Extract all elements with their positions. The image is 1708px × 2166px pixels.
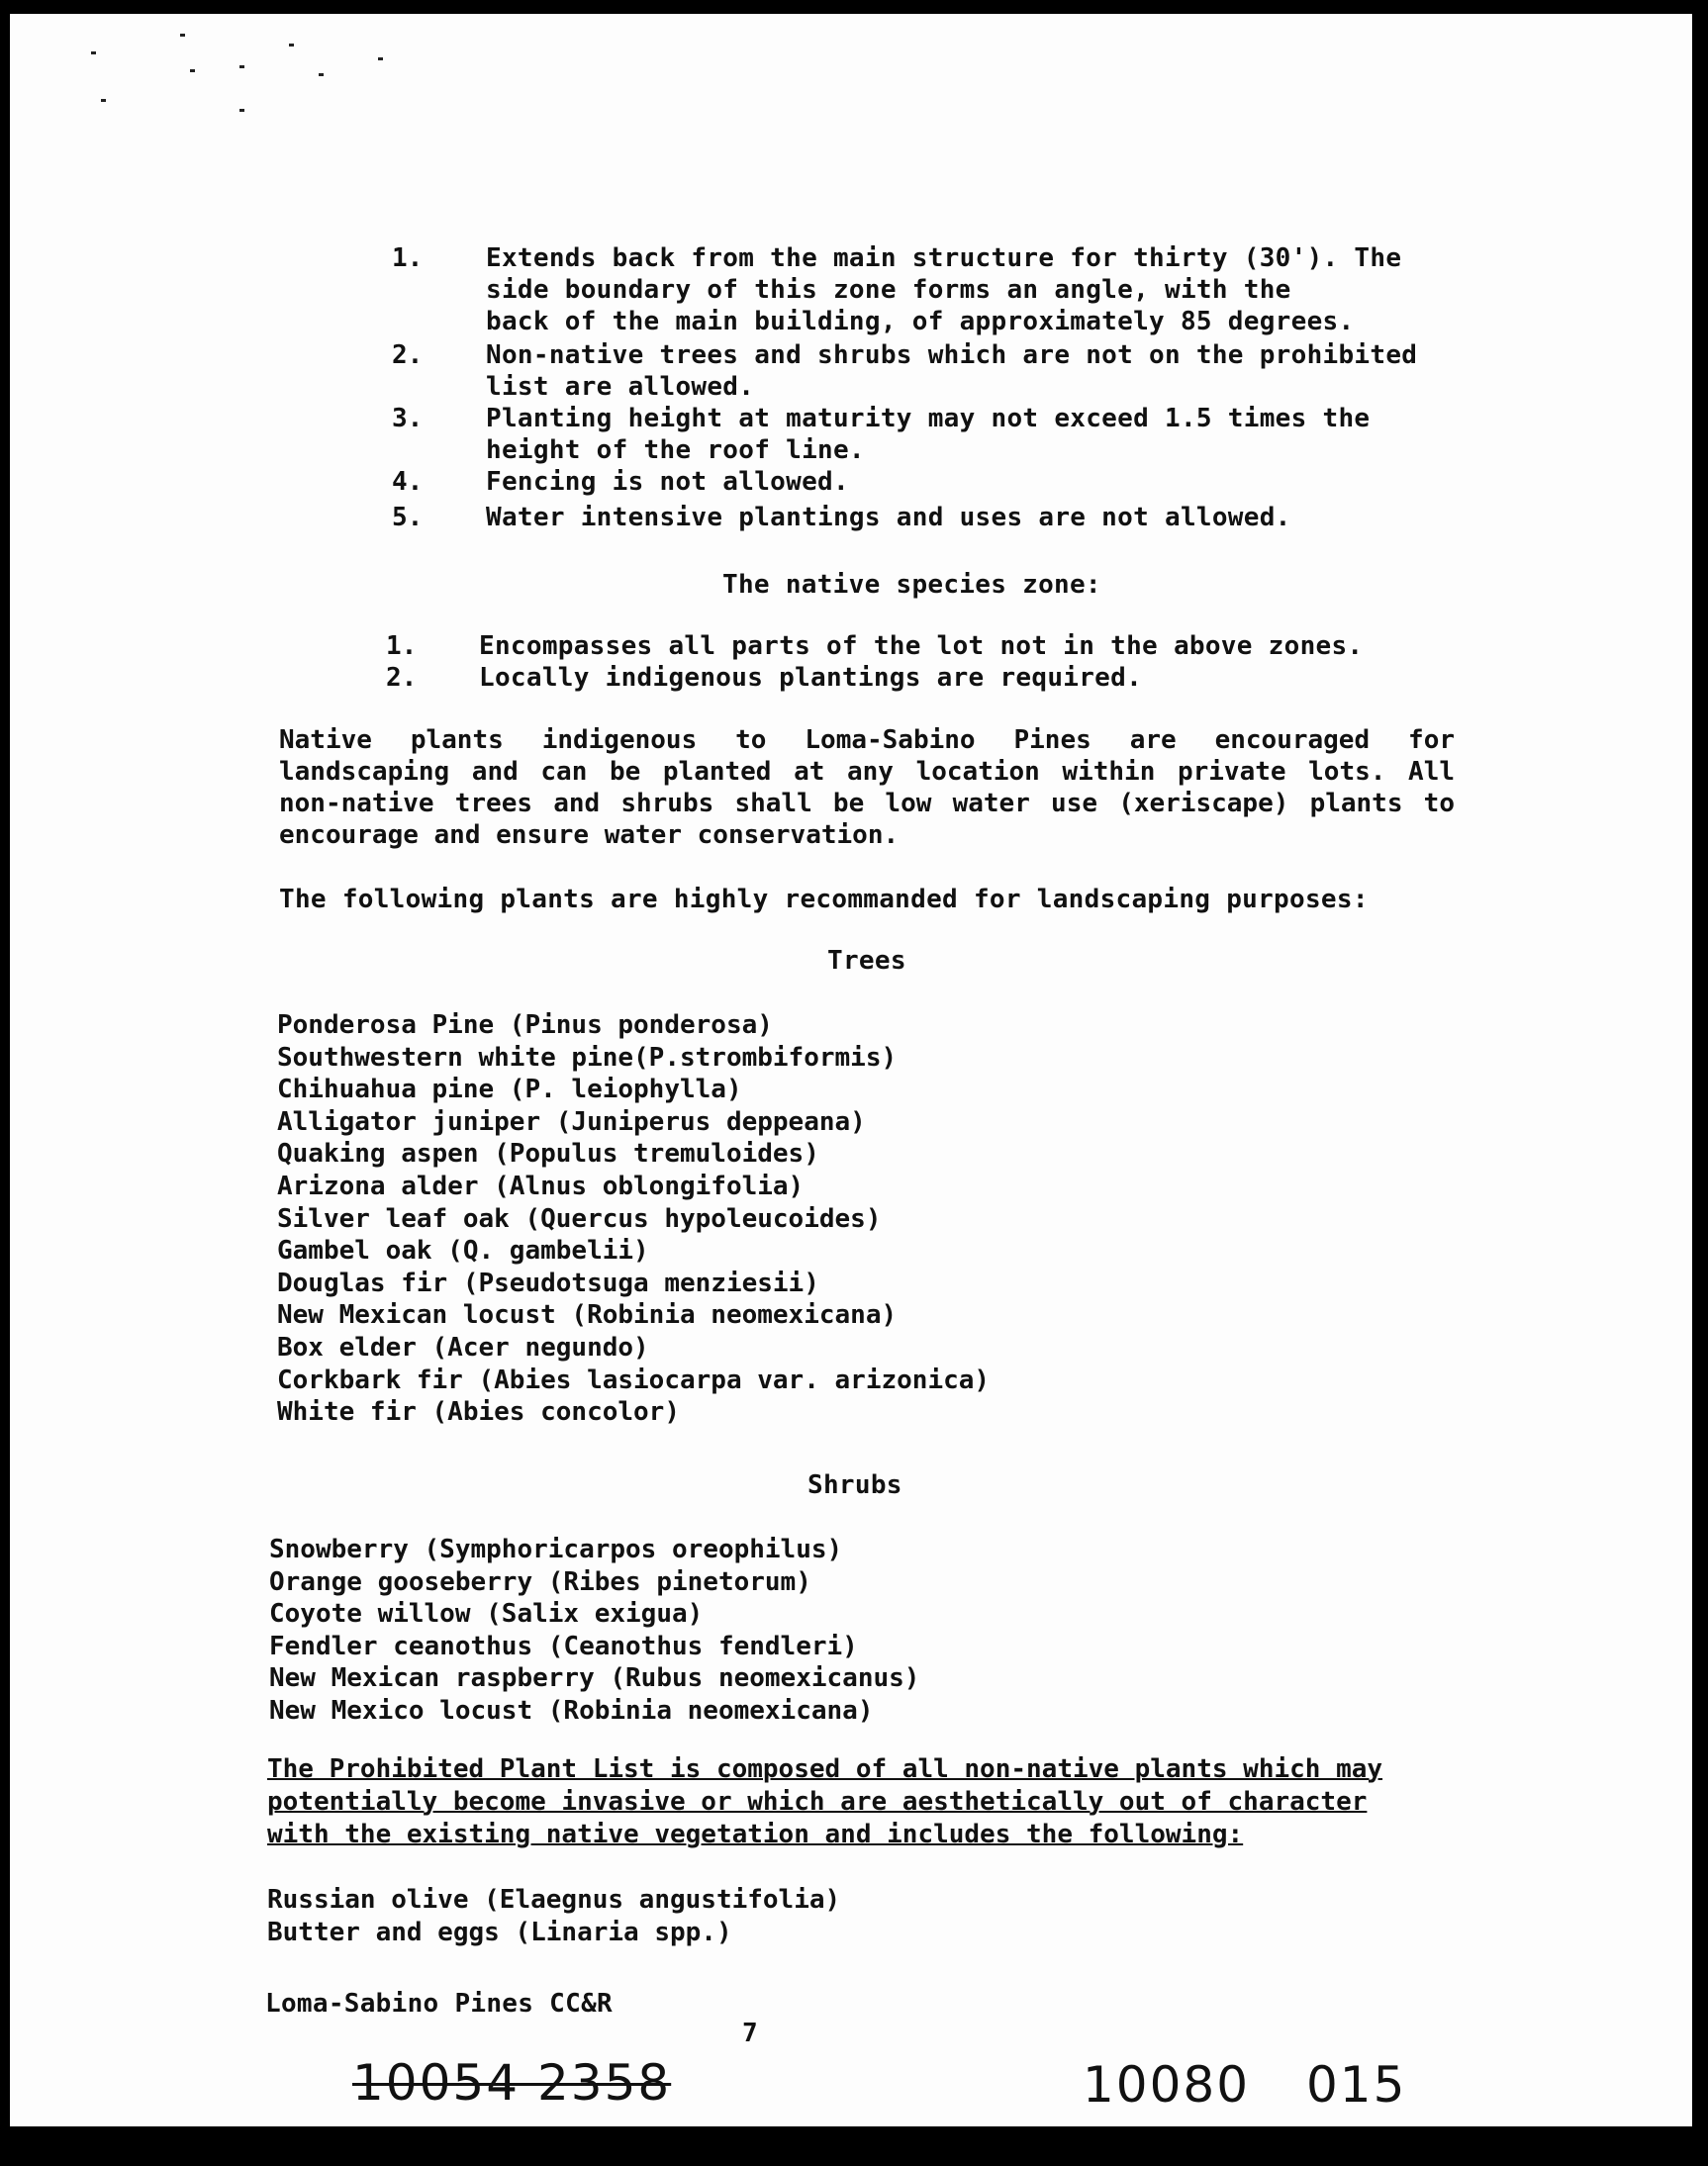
shrubs-heading: Shrubs — [807, 1470, 902, 1500]
native-rule-2-number: 2. — [386, 663, 418, 693]
recommended-intro: The following plants are highly recommanded for landscaping purposes: — [279, 885, 1369, 914]
tree-item: Alligator juniper (Juniperus deppeana) — [277, 1106, 866, 1137]
rule-3-number: 3. — [392, 404, 424, 433]
rule-3-line-1: Planting height at maturity may not exceed 1.5 times the — [486, 404, 1371, 433]
tree-item: Box elder (Acer negundo) — [277, 1332, 649, 1363]
shrub-item: Snowberry (Symphoricarpos oreophilus) — [269, 1535, 843, 1564]
page-number: 7 — [742, 2019, 758, 2048]
tree-item: Chihuahua pine (P. leiophylla) — [277, 1075, 742, 1105]
rule-2-line-1: Non-native trees and shrubs which are not on the prohibited — [486, 340, 1418, 370]
native-rule-1-text: Encompasses all parts of the lot not in the above zones. — [479, 631, 1364, 661]
rule-5-line-1: Water intensive plantings and uses are not allowed. — [486, 503, 1291, 532]
bates-stamp-b: 015 — [1306, 2056, 1407, 2114]
tree-item: Corkbark fir (Abies lasiocarpa var. arizonica) — [277, 1365, 991, 1395]
rule-2-line-2: list are allowed. — [486, 372, 755, 402]
scan-speck — [101, 99, 106, 102]
shrub-item: New Mexico locust (Robinia neomexicana) — [269, 1695, 874, 1726]
tree-item: Douglas fir (Pseudotsuga menziesii) — [277, 1268, 819, 1298]
document-name: Loma-Sabino Pines CC&R — [265, 1989, 613, 2019]
native-plants-paragraph: Native plants indigenous to Loma-Sabino Pines are encouraged for landscaping and can be planted at any location within private lots. All non-native trees and shrubs shall be low water use (xeriscape) plants to encourage and ensure water conservation. — [279, 725, 1455, 850]
shrub-item: New Mexican raspberry (Rubus neomexicanus) — [269, 1663, 920, 1694]
tree-item: Gambel oak (Q. gambelii) — [277, 1236, 649, 1267]
rule-1-number: 1. — [392, 243, 424, 273]
prohibited-list — [267, 1884, 840, 1948]
rule-4-number: 4. — [392, 467, 424, 497]
tree-item: Arizona alder (Alnus oblongifolia) — [277, 1171, 805, 1201]
native-zone-heading: The native species zone: — [722, 570, 1101, 600]
scan-speck — [91, 51, 96, 54]
scan-speck — [190, 69, 195, 72]
tree-item: New Mexican locust (Robinia neomexicana) — [277, 1300, 898, 1331]
rule-4-line-1: Fencing is not allowed. — [486, 467, 849, 497]
shrub-item: Coyote willow (Salix exigua) — [269, 1599, 704, 1630]
tree-item: Ponderosa Pine (Pinus ponderosa) — [277, 1010, 773, 1040]
prohibited-item: Russian olive (Elaegnus angustifolia) — [267, 1885, 841, 1915]
document-page — [10, 14, 1692, 2126]
shrubs-list — [269, 1534, 919, 1728]
native-rule-1-number: 1. — [386, 631, 418, 661]
rule-1-line-2: side boundary of this zone forms an angle, with the — [486, 275, 1291, 305]
scan-speck — [239, 65, 244, 68]
scan-speck — [289, 44, 294, 47]
rule-1-line-3: back of the main building, of approximately 85 degrees. — [486, 307, 1355, 336]
rule-2-number: 2. — [392, 340, 424, 370]
scan-speck — [239, 109, 244, 112]
scan-speck — [319, 73, 324, 76]
trees-heading: Trees — [827, 946, 906, 976]
scan-speck — [180, 34, 185, 37]
scan-speck — [378, 57, 383, 60]
old-bates-stamp: 10054 2358 — [352, 2054, 672, 2112]
native-rule-2-text: Locally indigenous plantings are required. — [479, 663, 1143, 693]
tree-item: White fir (Abies concolor) — [277, 1397, 680, 1428]
rule-1-line-1: Extends back from the main structure for thirty (30'). The — [486, 243, 1402, 273]
tree-item: Southwestern white pine(P.strombiformis) — [277, 1042, 898, 1073]
bates-stamp-a: 10080 — [1083, 2056, 1251, 2114]
prohibited-intro: The Prohibited Plant List is composed of all non-native plants which may potentially become invasive or which are aesthetically out of character with the existing native vegetation and includes the following: — [267, 1754, 1383, 1849]
shrub-item: Fendler ceanothus (Ceanothus fendleri) — [269, 1631, 858, 1661]
tree-item: Silver leaf oak (Quercus hypoleucoides) — [277, 1203, 882, 1234]
trees-list — [277, 1009, 990, 1429]
rule-3-line-2: height of the roof line. — [486, 435, 865, 465]
prohibited-item: Butter and eggs (Linaria spp.) — [267, 1917, 732, 1947]
tree-item: Quaking aspen (Populus tremuloides) — [277, 1139, 819, 1170]
shrub-item: Orange gooseberry (Ribes pinetorum) — [269, 1566, 811, 1597]
rule-5-number: 5. — [392, 503, 424, 532]
